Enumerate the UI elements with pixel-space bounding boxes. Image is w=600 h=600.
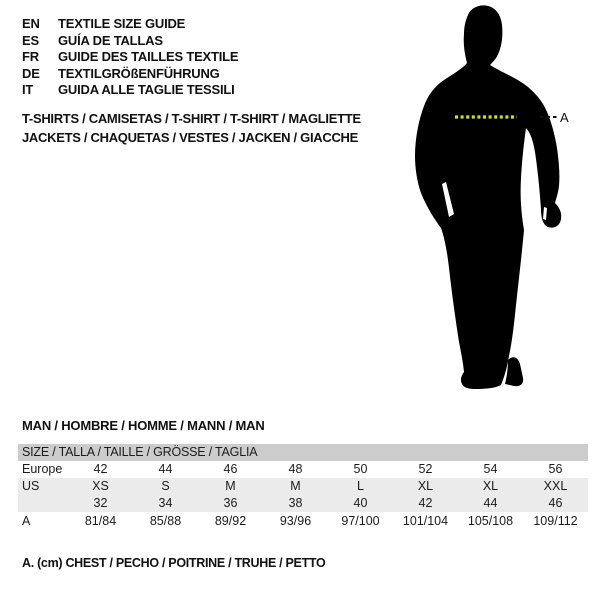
size-cell: 42 [418,496,433,510]
size-cell: 85/88 [149,514,182,528]
row-label: A [22,514,31,528]
lang-code: IT [22,82,34,97]
lang-row-fr [22,49,238,66]
size-cell: 101/104 [402,514,449,528]
lang-row-it [22,82,238,99]
category-jackets: JACKETS / CHAQUETAS / VESTES / JACKEN / GIACCHE [22,130,358,145]
size-cell: 54 [483,462,498,476]
size-cell: L [357,479,364,493]
table-row-chest-a [18,512,588,530]
size-cell: 109/112 [533,514,578,528]
lang-row-en [22,16,238,33]
measurement-a-label: A [560,110,569,125]
lang-label: GUIDE DES TAILLES TEXTILE [58,49,239,64]
size-cell: 38 [288,496,303,510]
row-label [18,495,68,512]
row-label: Europe [22,462,63,476]
table-row-us [18,478,588,495]
size-cell: XL [482,479,499,493]
size-cell: XS [92,479,109,493]
section-title-man: MAN / HOMBRE / HOMME / MANN / MAN [22,418,265,433]
lang-code: FR [22,49,39,64]
size-cell: 32 [93,496,108,510]
lang-label: GUÍA DE TALLAS [58,32,163,48]
size-cell: XXL [543,479,568,493]
size-cell: 93/96 [279,514,312,528]
size-cell: 52 [418,462,433,476]
lang-code: EN [22,16,40,31]
language-list [22,16,238,99]
size-cell: 105/108 [467,514,514,528]
row-label: US [22,479,40,493]
size-cell: 36 [223,496,238,510]
size-cell: 46 [548,496,563,510]
size-cell: 89/92 [214,514,247,528]
size-cell: 81/84 [84,514,117,528]
lang-code: DE [22,65,40,81]
size-cell: 56 [548,462,563,476]
size-cell: XL [417,479,434,493]
lang-code: ES [22,32,39,48]
size-cell: 48 [288,462,303,476]
size-table-header: SIZE / TALLA / TAILLE / GRÖSSE / TAGLIA [18,444,588,461]
size-cell: M [225,479,236,493]
size-table [18,444,588,530]
lang-label: GUIDA ALLE TAGLIE TESSILI [58,82,235,97]
size-cell: 50 [353,462,368,476]
size-cell: 44 [158,462,173,476]
man-silhouette [415,5,561,389]
category-lines [22,109,361,147]
table-row-europe [18,461,588,478]
size-cell: M [290,479,301,493]
size-cell: 40 [353,496,368,510]
lang-row-de [22,66,238,83]
size-cell: 46 [223,462,238,476]
size-cell: S [161,479,170,493]
lang-row-es [22,33,238,50]
lang-label: TEXTILE SIZE GUIDE [58,16,186,31]
man-silhouette-figure [408,0,580,400]
category-tshirts: T-SHIRTS / CAMISETAS / T-SHIRT / T-SHIRT / MAGLIETTE [22,111,361,126]
measurement-footnote: A. (cm) CHEST / PECHO / POITRINE / TRUHE / PETTO [22,556,326,570]
size-cell: 44 [483,496,498,510]
size-cell: 42 [93,462,108,476]
size-cell: 34 [158,496,173,510]
size-cell: 97/100 [341,514,380,528]
table-row-us-numeric [18,495,588,512]
lang-label: TEXTILGRÖßENFÜHRUNG [58,65,220,81]
